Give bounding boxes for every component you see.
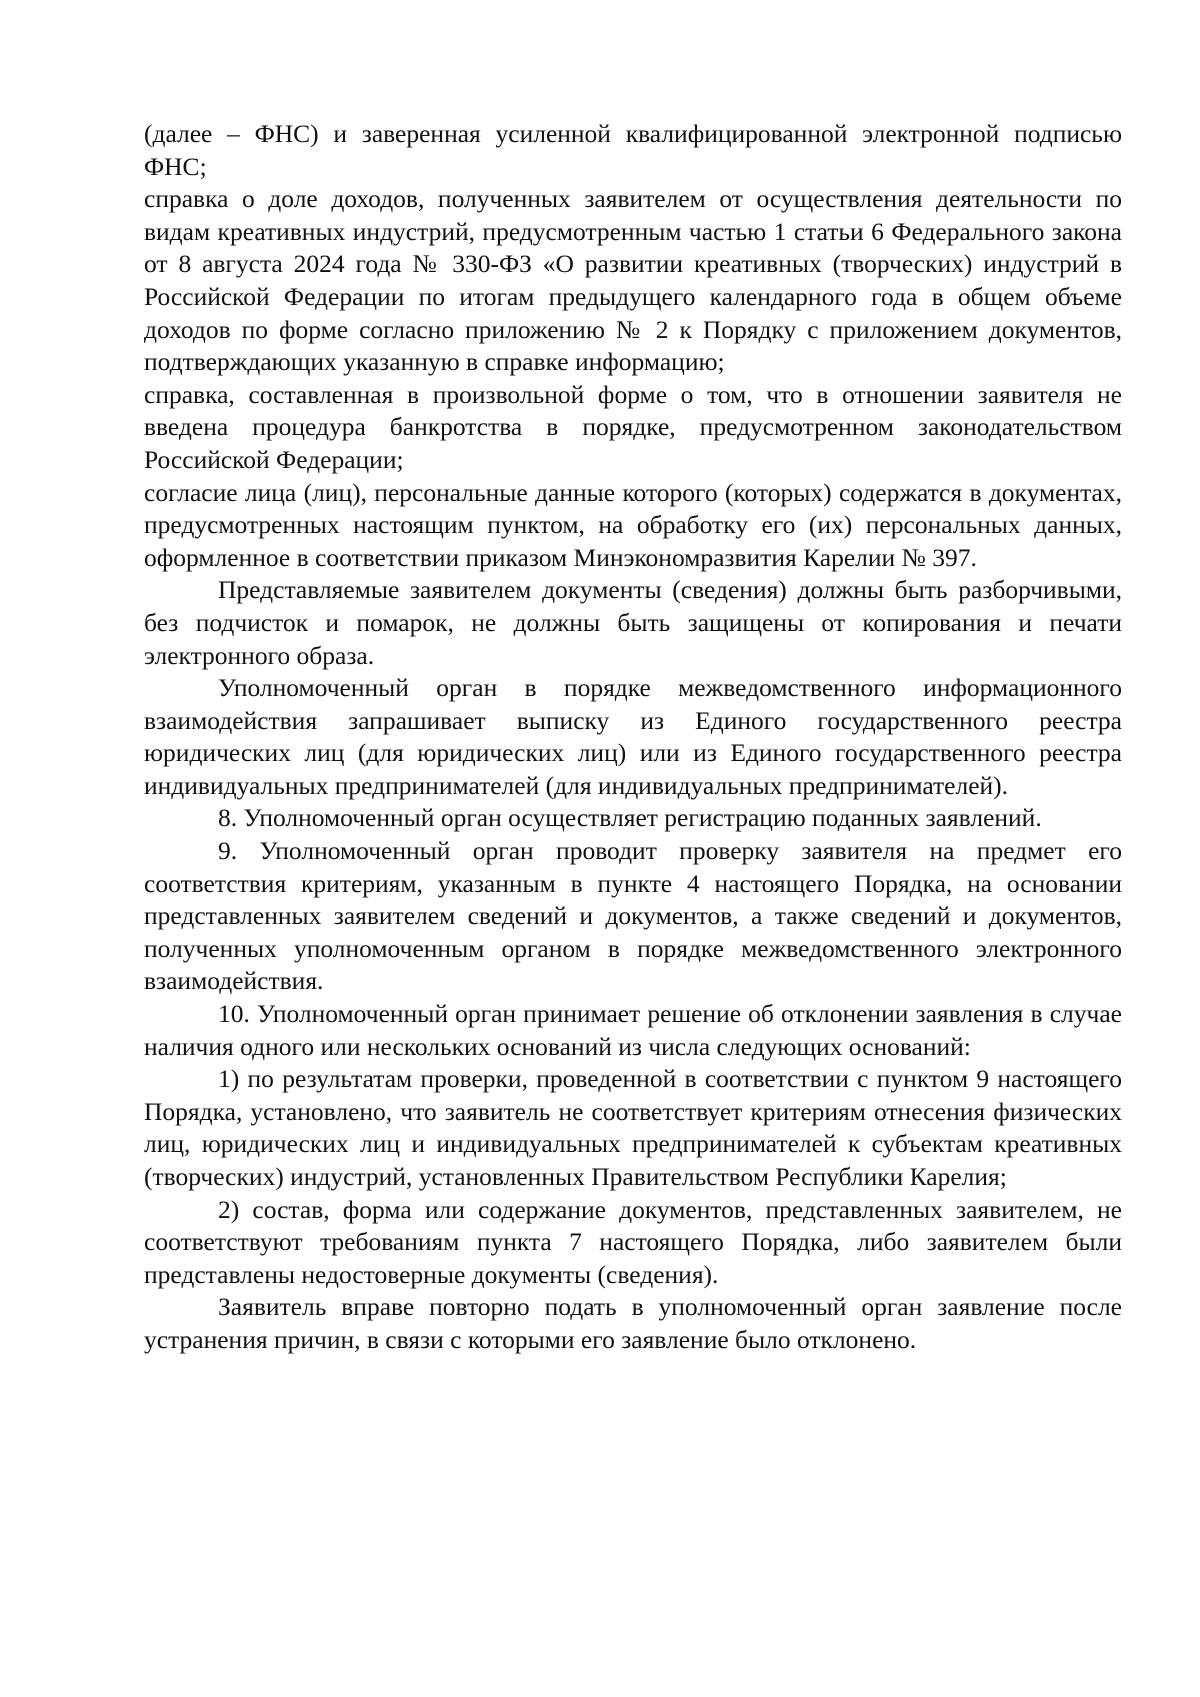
paragraph-item-8: 8. Уполномоченный орган осуществляет регистрацию поданных заявлений. (218, 803, 1042, 833)
paragraph-resubmission: Заявитель вправе повторно подать в уполномоченный орган заявление после устранения причин, в связи с которыми его заявление было отклонено. (144, 1292, 1122, 1354)
paragraph-registry-request: Уполномоченный орган в порядке межведомственного информационного взаимодействия запрашивает выписку из Единого государственного реестра юридических лиц (для юридических лиц) или из Единого государственного реестра индивидуальных предпринимателей (для индивидуальных предпринимателей). (144, 673, 1122, 800)
document-body (144, 118, 1122, 1357)
paragraph-item-10-subitem-1: 1) по результатам проверки, проведенной в соответствии с пунктом 9 настоящего Порядка, установлено, что заявитель не соответствует критериям отнесения физических лиц, юридических лиц и индивидуальных предпринимателей к субъектам креативных (творческих) индустрий, установленных Правительством Республики Карелия; (144, 1064, 1122, 1191)
paragraph-fns-signature: (далее – ФНС) и заверенная усиленной квалифицированной электронной подписью ФНС; (144, 119, 1122, 181)
paragraph-item-10-subitem-2: 2) состав, форма или содержание документов, представленных заявителем, не соответствуют требованиям пункта 7 настоящего Порядка, либо заявителем были представлены недостоверные документы (сведения). (144, 1194, 1122, 1289)
paragraph-item-9: 9. Уполномоченный орган проводит проверку заявителя на предмет его соответствия критериям, указанным в пункте 4 настоящего Порядка, на основании представленных заявителем сведений и документов, а также сведений и документов, полученных уполномоченным органом в порядке межведомственного электронного взаимодействия. (144, 836, 1122, 996)
paragraph-item-10: 10. Уполномоченный орган принимает решение об отклонении заявления в случае наличия одного или нескольких оснований из числа следующих оснований: (144, 999, 1122, 1061)
paragraph-personal-data-consent: согласие лица (лиц), персональные данные которого (которых) содержатся в документах, предусмотренных настоящим пунктом, на обработку его (их) персональных данных, оформленное в соответствии приказом Минэкономразвития Карелии № 397. (144, 477, 1122, 572)
paragraph-income-share-certificate: справка о доле доходов, полученных заявителем от осуществления деятельности по видам креативных индустрий, предусмотренным частью 1 статьи 6 Федерального закона от 8 августа 2024 года № 330-ФЗ «О развитии креативных (творческих) индустрий в Российской Федерации по итогам предыдущего календарного года в общем объеме доходов по форме согласно приложению № 2 к Порядку с приложением документов, подтверждающих указанную в справке информацию; (144, 184, 1122, 377)
paragraph-bankruptcy-certificate: справка, составленная в произвольной форме о том, что в отношении заявителя не введена процедура банкротства в порядке, предусмотренном законодательством Российской Федерации; (144, 379, 1122, 474)
paragraph-document-requirements: Представляемые заявителем документы (сведения) должны быть разборчивыми, без подчисток и помарок, не должны быть защищены от копирования и печати электронного образа. (144, 575, 1122, 670)
